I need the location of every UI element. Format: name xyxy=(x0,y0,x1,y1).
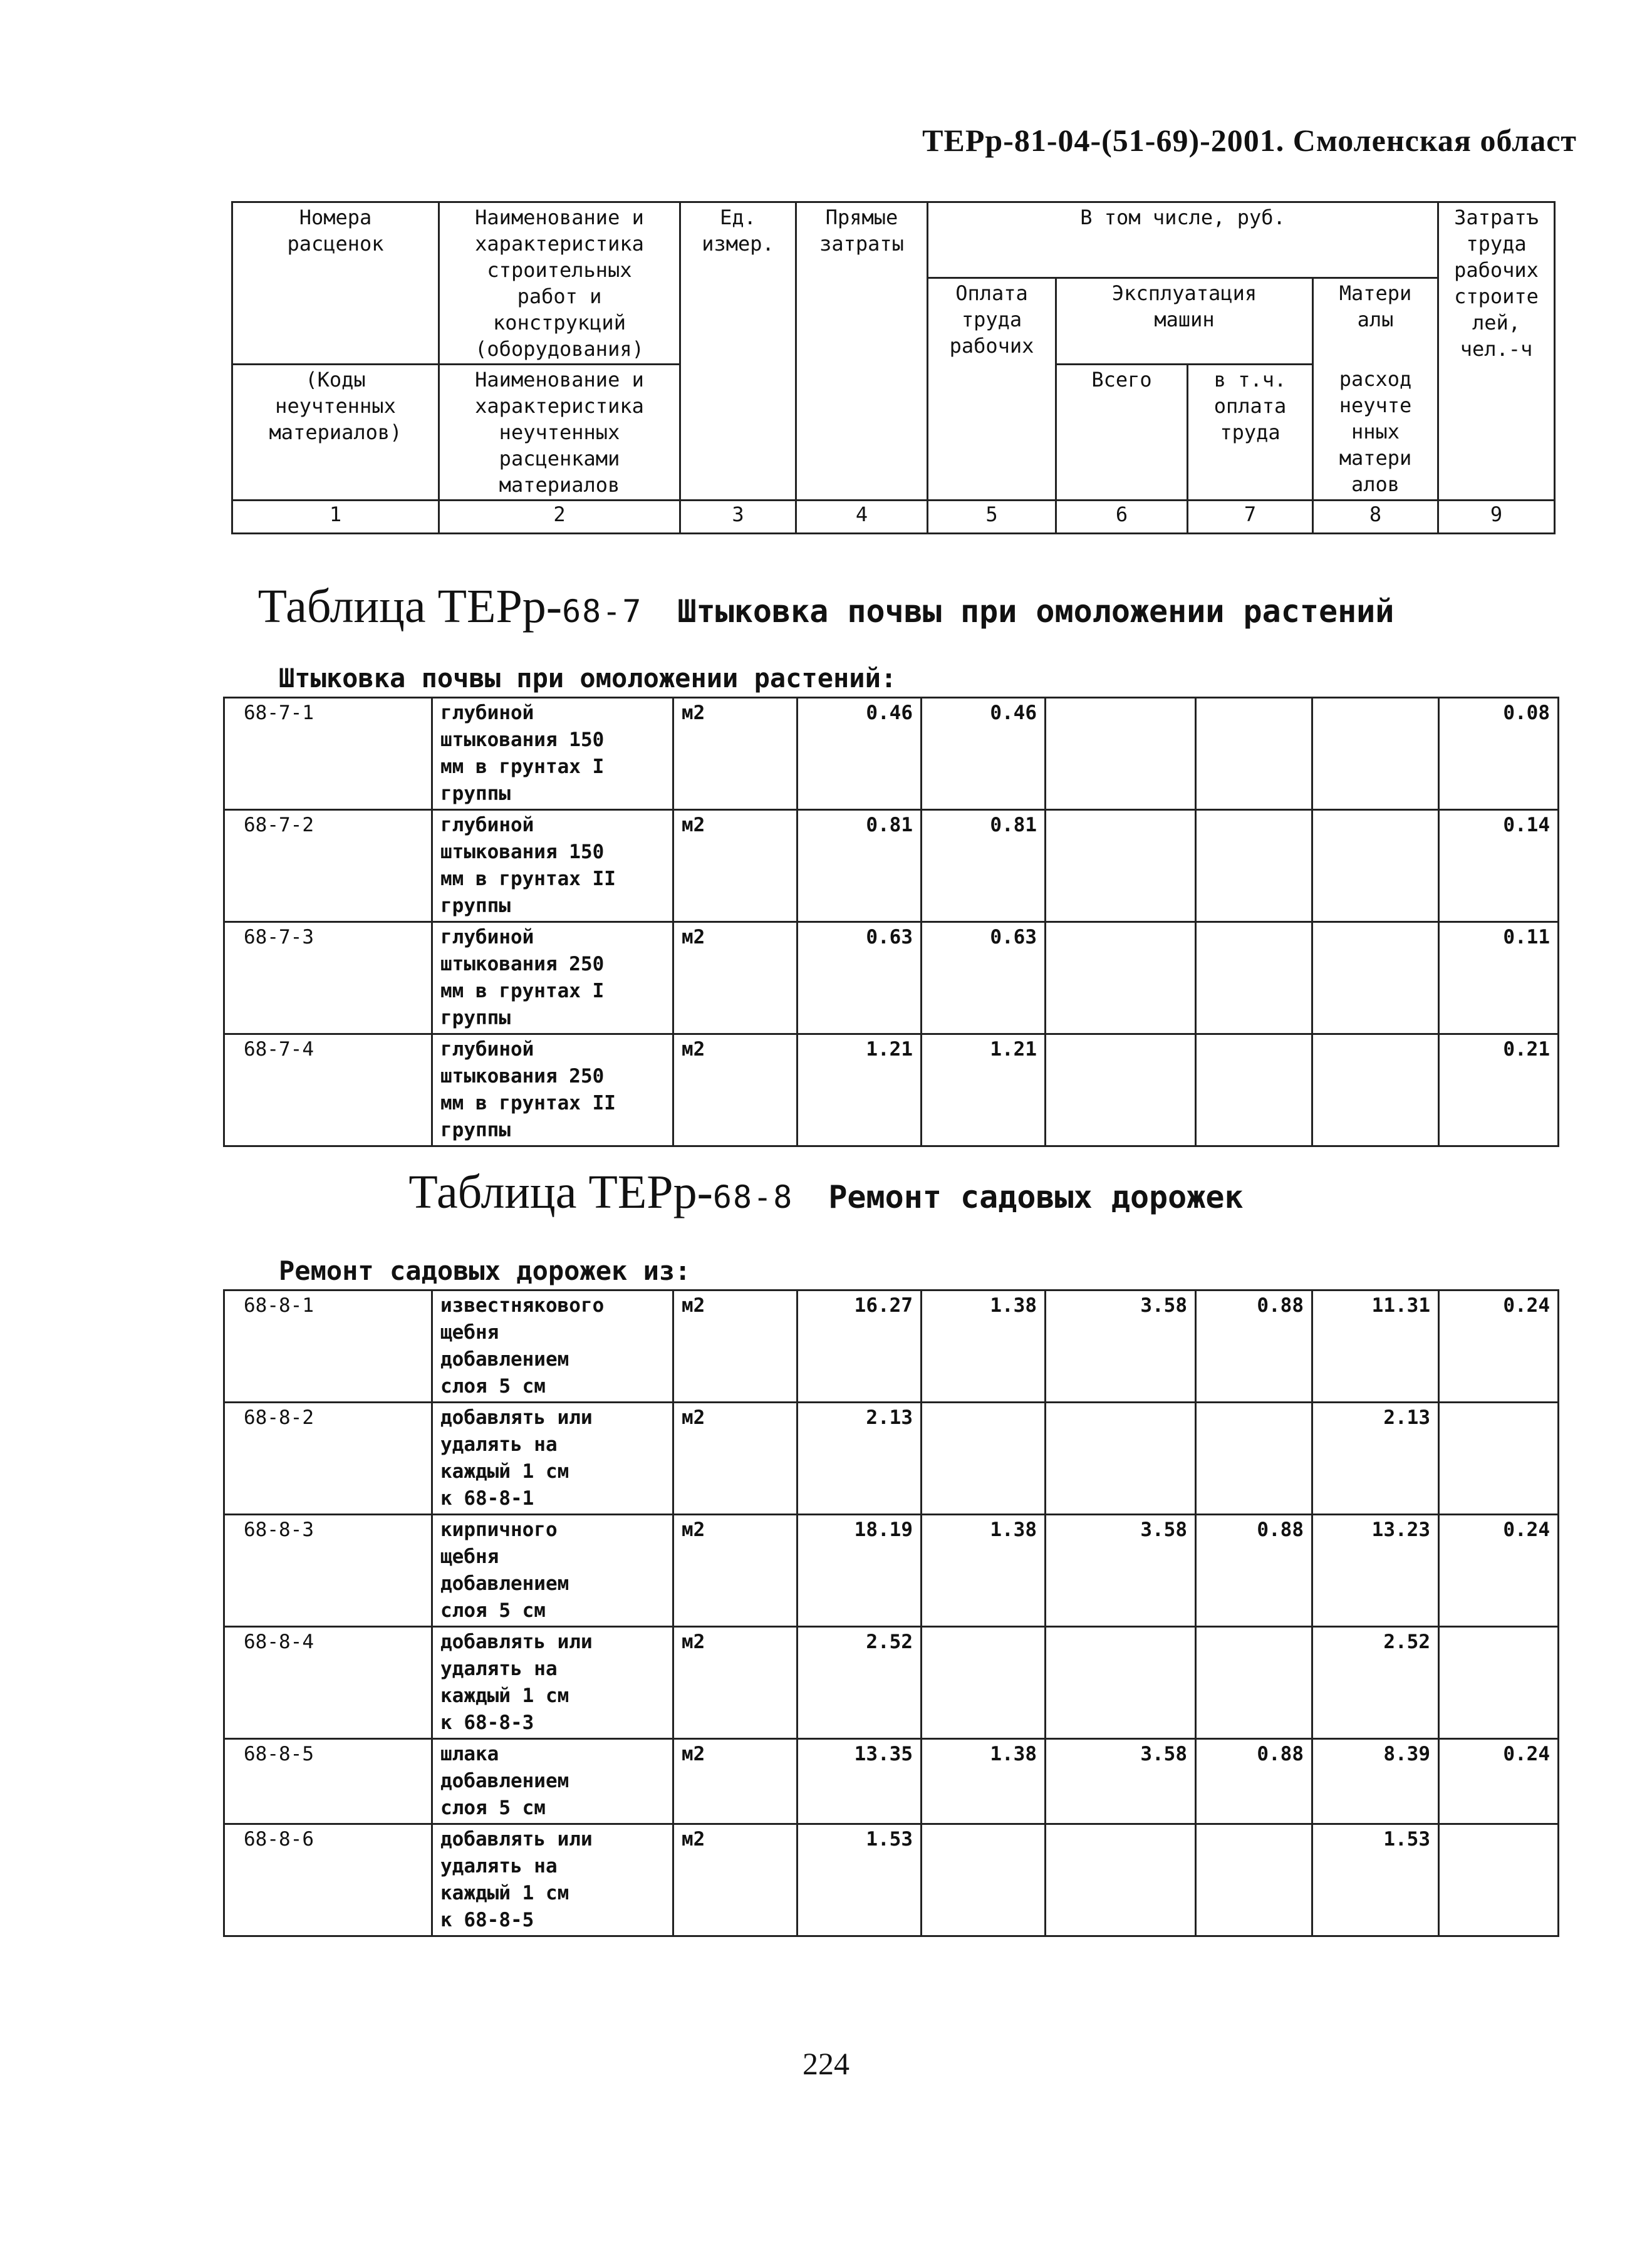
header-machines-wage: в т.ч. оплата труда xyxy=(1188,365,1313,501)
table-row xyxy=(224,1627,1559,1739)
direct-costs: 0.46 xyxy=(797,698,922,810)
column-number: 2 xyxy=(439,501,680,534)
machines-wage: 0.88 xyxy=(1196,1739,1312,1824)
table-title xyxy=(0,579,1652,634)
direct-costs: 0.63 xyxy=(797,922,922,1034)
rate-code: 68-7-1 xyxy=(224,698,432,810)
rate-code: 68-8-6 xyxy=(224,1824,432,1936)
unit: м2 xyxy=(673,1739,797,1824)
rate-code: 68-8-2 xyxy=(224,1403,432,1515)
unit: м2 xyxy=(673,1290,797,1403)
wage-cost: 0.46 xyxy=(922,698,1046,810)
direct-costs: 1.21 xyxy=(797,1034,922,1146)
direct-costs: 2.52 xyxy=(797,1627,922,1739)
header-labor-costs: Затратъ труда рабочих строите лей, чел.-ч xyxy=(1438,202,1555,501)
work-name: добавлять или удалять на каждый 1 см к 68-8-3 xyxy=(432,1627,673,1739)
rate-code: 68-8-4 xyxy=(224,1627,432,1739)
machines-wage xyxy=(1196,698,1312,810)
machines-wage xyxy=(1196,810,1312,922)
materials-cost: 2.13 xyxy=(1312,1403,1439,1515)
materials-cost: 2.52 xyxy=(1312,1627,1439,1739)
group-caption: Ремонт садовых дорожек из: xyxy=(279,1255,691,1286)
header-unaccounted-consumption: расход неучте нных матери алов xyxy=(1313,365,1438,501)
table-row xyxy=(224,810,1559,922)
unit: м2 xyxy=(673,1515,797,1627)
wage-cost: 1.38 xyxy=(922,1739,1046,1824)
direct-costs: 13.35 xyxy=(797,1739,922,1824)
wage-cost xyxy=(922,1824,1046,1936)
header-machines: Эксплуатация машин xyxy=(1056,278,1313,365)
table-title-code: 68-8 xyxy=(712,1179,794,1215)
unit: м2 xyxy=(673,922,797,1034)
unit: м2 xyxy=(673,1403,797,1515)
column-number: 6 xyxy=(1056,501,1188,534)
column-number: 4 xyxy=(796,501,928,534)
materials-cost xyxy=(1312,1034,1439,1146)
table-row xyxy=(224,1824,1559,1936)
labor-cost: 0.11 xyxy=(1439,922,1559,1034)
labor-cost: 0.24 xyxy=(1439,1739,1559,1824)
header-materials: Матери алы xyxy=(1313,278,1438,365)
column-number: 1 xyxy=(232,501,439,534)
unit: м2 xyxy=(673,698,797,810)
machines-total xyxy=(1046,1403,1196,1515)
machines-wage xyxy=(1196,1824,1312,1936)
materials-cost: 8.39 xyxy=(1312,1739,1439,1824)
header-unaccounted-codes: (Коды неучтенных материалов) xyxy=(232,365,439,501)
table-title-label: Таблица ТЕРр- xyxy=(408,1166,713,1218)
table-title-label: Таблица ТЕРр- xyxy=(257,580,563,633)
materials-cost: 11.31 xyxy=(1312,1290,1439,1403)
wage-cost: 1.38 xyxy=(922,1515,1046,1627)
table-row xyxy=(224,1515,1559,1627)
rate-code: 68-7-3 xyxy=(224,922,432,1034)
unit: м2 xyxy=(673,1034,797,1146)
rate-table xyxy=(223,697,1559,1147)
rate-code: 68-8-5 xyxy=(224,1739,432,1824)
unit: м2 xyxy=(673,1627,797,1739)
column-number: 8 xyxy=(1313,501,1438,534)
machines-wage: 0.88 xyxy=(1196,1290,1312,1403)
machines-total: 3.58 xyxy=(1046,1290,1196,1403)
column-number: 3 xyxy=(680,501,796,534)
work-name: кирпичного щебня добавлением слоя 5 см xyxy=(432,1515,673,1627)
group-caption: Штыковка почвы при омоложении растений: xyxy=(279,663,897,693)
labor-cost: 0.21 xyxy=(1439,1034,1559,1146)
column-number: 9 xyxy=(1438,501,1555,534)
labor-cost: 0.24 xyxy=(1439,1515,1559,1627)
materials-cost xyxy=(1312,810,1439,922)
machines-wage xyxy=(1196,1403,1312,1515)
work-name: глубиной штыкования 150 мм в грунтах I группы xyxy=(432,698,673,810)
wage-cost: 1.21 xyxy=(922,1034,1046,1146)
direct-costs: 2.13 xyxy=(797,1403,922,1515)
work-name: добавлять или удалять на каждый 1 см к 68-8-5 xyxy=(432,1824,673,1936)
work-name: известнякового щебня добавлением слоя 5 см xyxy=(432,1290,673,1403)
labor-cost xyxy=(1439,1824,1559,1936)
materials-cost: 13.23 xyxy=(1312,1515,1439,1627)
table-row xyxy=(224,922,1559,1034)
rate-code: 68-8-3 xyxy=(224,1515,432,1627)
machines-total xyxy=(1046,922,1196,1034)
wage-cost xyxy=(922,1627,1046,1739)
table-title xyxy=(0,1165,1652,1220)
direct-costs: 0.81 xyxy=(797,810,922,922)
table-row xyxy=(224,698,1559,810)
machines-wage xyxy=(1196,1627,1312,1739)
labor-cost: 0.24 xyxy=(1439,1290,1559,1403)
header-unit: Ед. измер. xyxy=(680,202,796,501)
rate-code: 68-7-2 xyxy=(224,810,432,922)
wage-cost: 1.38 xyxy=(922,1290,1046,1403)
table-title-description: Штыковка почвы при омоложении растений xyxy=(677,593,1395,630)
column-number: 5 xyxy=(928,501,1056,534)
table-row xyxy=(224,1403,1559,1515)
machines-wage: 0.88 xyxy=(1196,1515,1312,1627)
work-name: добавлять или удалять на каждый 1 см к 68-8-1 xyxy=(432,1403,673,1515)
work-name: шлака добавлением слоя 5 см xyxy=(432,1739,673,1824)
table-title-description: Ремонт садовых дорожек xyxy=(828,1179,1244,1215)
labor-cost: 0.14 xyxy=(1439,810,1559,922)
unit: м2 xyxy=(673,1824,797,1936)
direct-costs: 16.27 xyxy=(797,1290,922,1403)
header-group-including: В том числе, руб. xyxy=(928,202,1438,278)
work-name: глубиной штыкования 250 мм в грунтах I группы xyxy=(432,922,673,1034)
materials-cost xyxy=(1312,922,1439,1034)
machines-total: 3.58 xyxy=(1046,1515,1196,1627)
header-wage: Оплата труда рабочих xyxy=(928,278,1056,501)
page-header: ТЕРр-81-04-(51-69)-2001. Смоленская област xyxy=(922,123,1577,158)
direct-costs: 1.53 xyxy=(797,1824,922,1936)
labor-cost: 0.08 xyxy=(1439,698,1559,810)
column-number: 7 xyxy=(1188,501,1313,534)
materials-cost: 1.53 xyxy=(1312,1824,1439,1936)
wage-cost: 0.81 xyxy=(922,810,1046,922)
table-row xyxy=(224,1290,1559,1403)
unit: м2 xyxy=(673,810,797,922)
direct-costs: 18.19 xyxy=(797,1515,922,1627)
machines-total xyxy=(1046,810,1196,922)
header-machines-total: Всего xyxy=(1056,365,1188,501)
table-row xyxy=(224,1034,1559,1146)
work-name: глубиной штыкования 250 мм в грунтах II группы xyxy=(432,1034,673,1146)
column-header-table xyxy=(231,201,1556,534)
rate-code: 68-7-4 xyxy=(224,1034,432,1146)
materials-cost xyxy=(1312,698,1439,810)
table-row xyxy=(224,1739,1559,1824)
machines-total xyxy=(1046,1627,1196,1739)
machines-total xyxy=(1046,1824,1196,1936)
header-direct-costs: Прямые затраты xyxy=(796,202,928,501)
machines-total xyxy=(1046,1034,1196,1146)
table-title-code: 68-7 xyxy=(562,593,643,630)
machines-wage xyxy=(1196,1034,1312,1146)
header-unaccounted-name: Наименование и характеристика неучтенных расценками материалов xyxy=(439,365,680,501)
page-number: 224 xyxy=(803,2046,849,2081)
wage-cost xyxy=(922,1403,1046,1515)
labor-cost xyxy=(1439,1403,1559,1515)
wage-cost: 0.63 xyxy=(922,922,1046,1034)
rate-table xyxy=(223,1289,1559,1937)
header-work-name: Наименование и характеристика строительных работ и конструкций (оборудования) xyxy=(439,202,680,365)
work-name: глубиной штыкования 150 мм в грунтах II группы xyxy=(432,810,673,922)
rate-code: 68-8-1 xyxy=(224,1290,432,1403)
machines-total: 3.58 xyxy=(1046,1739,1196,1824)
header-rate-number: Номера расценок xyxy=(232,202,439,365)
machines-total xyxy=(1046,698,1196,810)
labor-cost xyxy=(1439,1627,1559,1739)
machines-wage xyxy=(1196,922,1312,1034)
